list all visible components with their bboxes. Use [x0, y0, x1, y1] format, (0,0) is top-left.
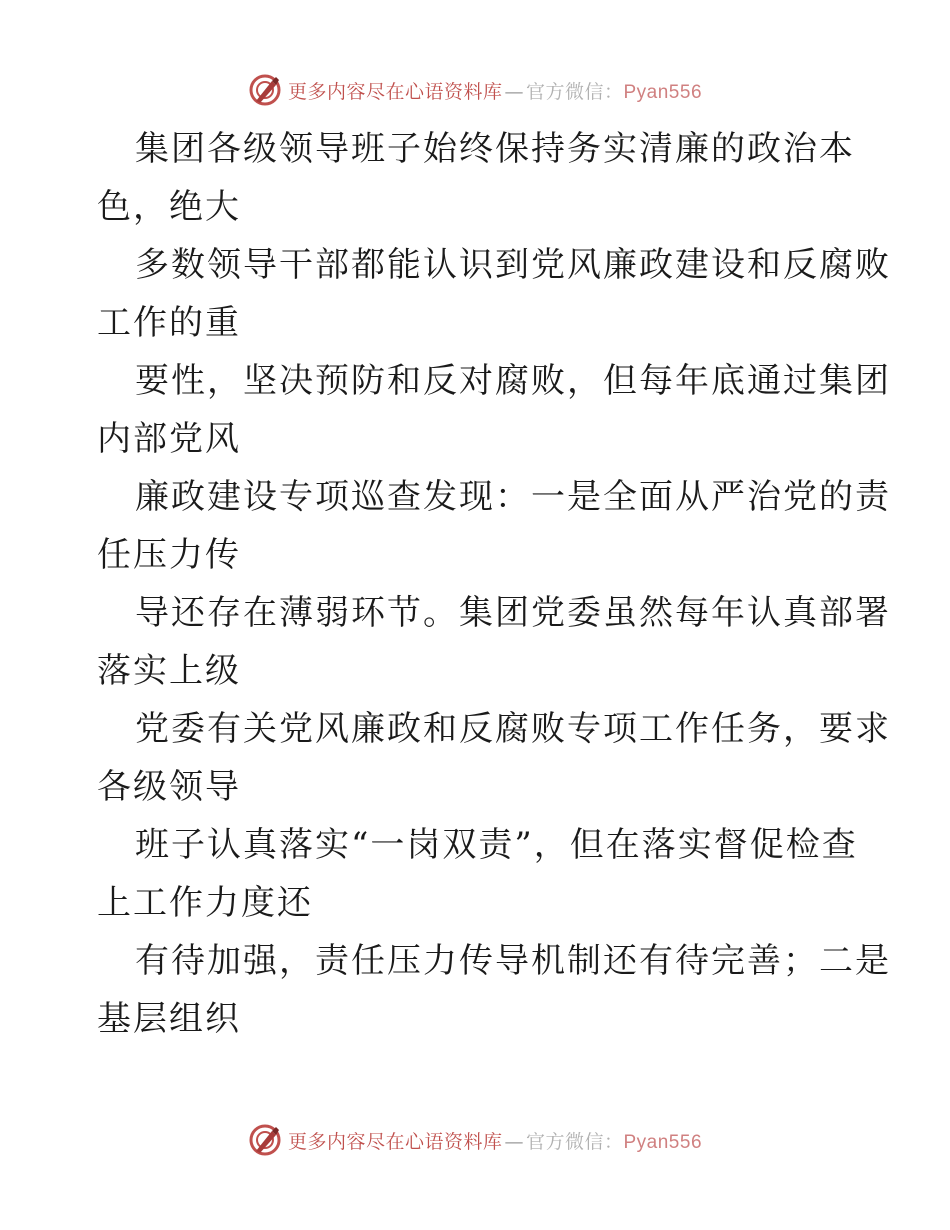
text-line: 任压力传: [97, 535, 241, 575]
document-body: [97, 120, 891, 1048]
text-line: 多数领导干部都能认识到党风廉政建设和反腐败: [135, 245, 891, 285]
header-text: [288, 77, 702, 104]
header-banner: [0, 70, 950, 110]
text-line: 落实上级: [97, 651, 241, 691]
text-line: 基层组织: [97, 999, 241, 1039]
footer-separator: —: [504, 1130, 524, 1153]
header-site-name: 更多内容尽在心语资料库: [287, 80, 503, 103]
text-line: 集团各级领导班子始终保持务实清廉的政治本: [135, 129, 855, 169]
header-wechat-id: Pyan556: [623, 81, 703, 103]
text-line: 工作的重: [97, 303, 241, 343]
text-line: 各级领导: [97, 767, 241, 807]
footer-text: [288, 1127, 702, 1154]
text-line: 上工作力度还: [97, 883, 313, 923]
header-separator: —: [504, 80, 524, 103]
footer-wechat-id: Pyan556: [623, 1131, 703, 1153]
text-line: 色，绝大: [97, 187, 241, 227]
text-line: 导还存在薄弱环节。集团党委虽然每年认真部署: [135, 593, 891, 633]
text-line: 内部党风: [97, 419, 241, 459]
pen-logo-icon: [248, 73, 282, 107]
text-line: 党委有关党风廉政和反腐败专项工作任务，要求: [135, 709, 891, 749]
pen-logo-icon: [248, 1123, 282, 1157]
text-line: 要性，坚决预防和反对腐败，但每年底通过集团: [135, 361, 891, 401]
footer-site-name: 更多内容尽在心语资料库: [287, 1130, 503, 1153]
text-line: 廉政建设专项巡查发现：一是全面从严治党的责: [135, 477, 891, 517]
header-wechat-label: 官方微信：: [525, 80, 624, 103]
footer-wechat-label: 官方微信：: [525, 1130, 624, 1153]
text-line: 有待加强，责任压力传导机制还有待完善；二是: [135, 941, 891, 981]
footer-banner: [0, 1120, 950, 1160]
text-line: 班子认真落实“一岗双责”，但在落实督促检查: [135, 825, 858, 865]
